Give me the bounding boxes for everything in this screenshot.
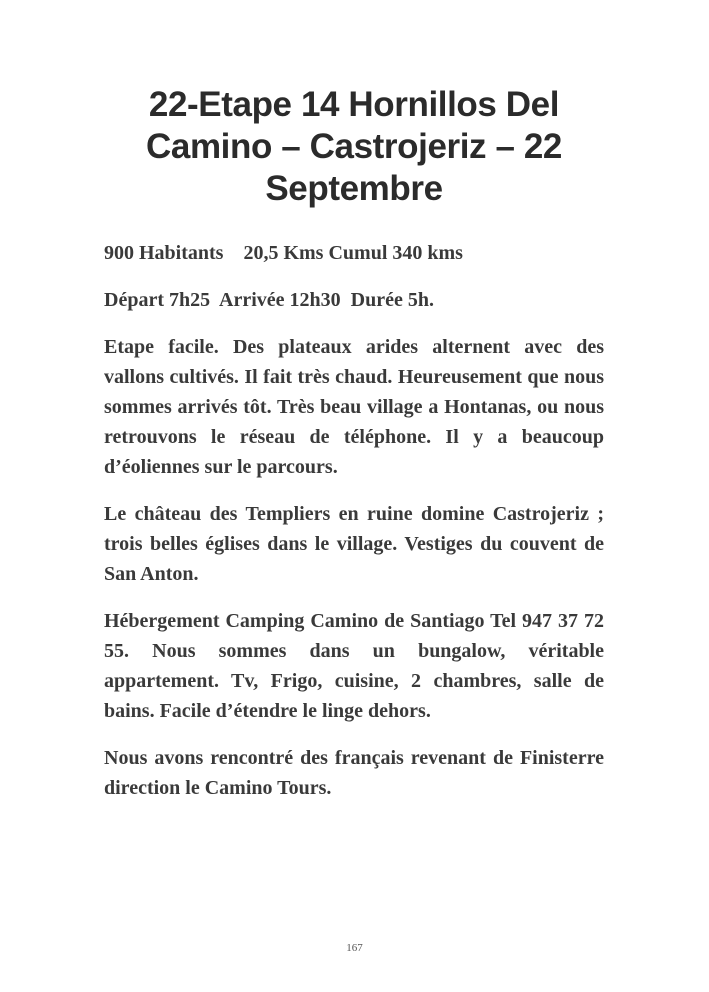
paragraph-castle: Le château des Templiers en ruine domine Castrojeriz ; trois belles églises dans le village. Vestiges du couvent de San Anton. <box>104 503 604 585</box>
body-text <box>104 238 604 820</box>
info-line-inhabitants-distance: 900 Habitants 20,5 Kms Cumul 340 kms <box>104 242 463 264</box>
paragraph-stage-description: Etape facile. Des plateaux arides alternent avec des vallons cultivés. Il fait très chaud. Heureusement que nous sommes arrivés tôt. Très beau village a Hontanas, ou nous retrouvons le réseau de téléphone. Il y a beaucoup d’éoliennes sur le parcours. <box>104 336 604 478</box>
info-line-schedule: Départ 7h25 Arrivée 12h30 Durée 5h. <box>104 289 434 311</box>
page-number: 167 <box>346 942 363 954</box>
page-title: 22-Etape 14 Hornillos Del Camino – Castrojeriz – 22 Septembre <box>146 85 562 208</box>
paragraph-lodging: Hébergement Camping Camino de Santiago Tel 947 37 72 55. Nous sommes dans un bungalow, véritable appartement. Tv, Frigo, cuisine, 2 chambres, salle de bains. Facile d’étendre le linge dehors. <box>104 610 604 722</box>
paragraph-encounter: Nous avons rencontré des français revenant de Finisterre direction le Camino Tours. <box>104 747 604 799</box>
